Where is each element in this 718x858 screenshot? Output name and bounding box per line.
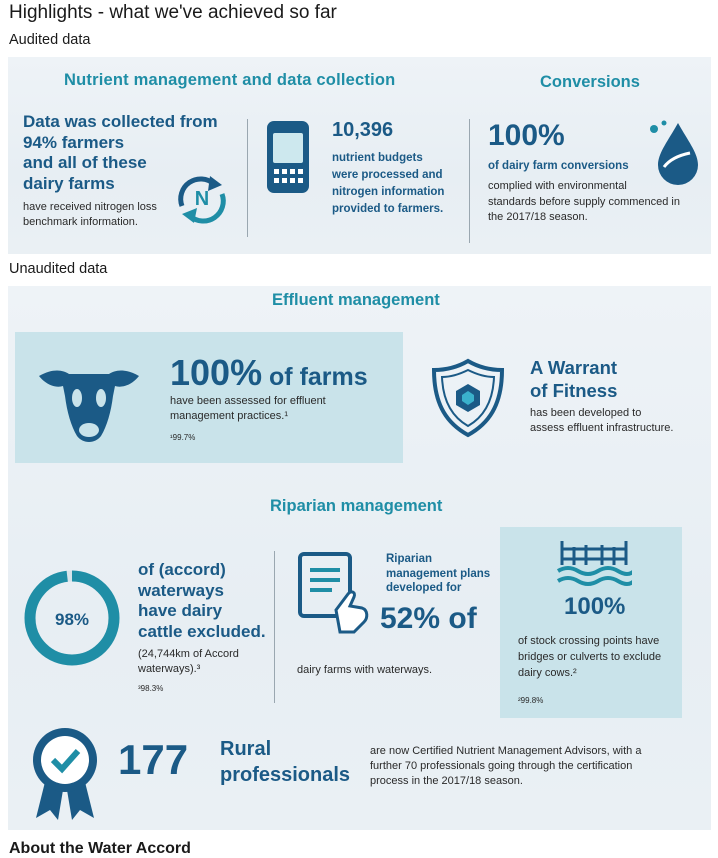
crossing-points-box <box>500 527 682 718</box>
conversions-heading: Conversions <box>540 73 640 91</box>
cattle-excluded-sub: (24,744km of Accord waterways).³ <box>138 648 239 675</box>
professionals-desc: are now Certified Nutrient Management Advisors, with a further 70 professionals going through the certification process in the 2017/18 season. <box>370 745 642 787</box>
shield-icon <box>430 358 506 438</box>
page-title: Highlights - what we've achieved so far <box>9 2 337 23</box>
riparian-heading: Riparian management <box>270 497 443 515</box>
nutrient-budgets-text: nutrient budgets were processed and nitrogen information provided to farmers. <box>332 152 445 215</box>
cattle-excluded-text: of (accord) waterways have dairy cattle excluded. <box>138 560 266 641</box>
warrant-desc: has been developed to assess effluent infrastructure. <box>530 407 674 434</box>
cattle-excluded-footnote: ³98.3% <box>138 684 164 693</box>
tablet-icon <box>264 119 312 197</box>
riparian-plans-number: 52% of <box>380 602 477 635</box>
nutrient-heading: Nutrient management and data collection <box>64 71 396 89</box>
nitrogen-benchmark-text: have received nitrogen loss benchmark information. <box>23 201 157 228</box>
water-drop-icon <box>644 119 700 185</box>
crossing-footnote: ²99.8% <box>518 696 544 705</box>
ring-value: 98% <box>54 610 90 629</box>
conversions-sub: of dairy farm conversions <box>488 160 629 172</box>
effluent-footnote: ¹99.7% <box>170 433 196 442</box>
nitrogen-cycle-icon <box>170 172 234 226</box>
unaudited-data-label: Unaudited data <box>9 261 108 277</box>
effluent-desc: have been assessed for effluent management practices.¹ <box>170 395 326 422</box>
divider-2 <box>469 119 470 243</box>
effluent-box <box>15 332 403 463</box>
effluent-stat: 100% of farms <box>170 352 368 393</box>
n-letter: N <box>194 188 210 210</box>
exclusion-ring-chart <box>22 568 122 668</box>
warrant-title: A Warrant of Fitness <box>530 357 618 401</box>
bridge-icon <box>556 537 632 591</box>
crossing-desc: of stock crossing points have bridges or culverts to exclude dairy cows.² <box>518 635 662 679</box>
data-collected-stat: Data was collected from 94% farmers and all of these dairy farms <box>23 112 218 193</box>
crossing-number: 100% <box>564 593 626 620</box>
professionals-label: Rural professionals <box>220 738 351 786</box>
nutrient-budgets-number: 10,396 <box>332 119 394 141</box>
audited-panel <box>8 57 711 254</box>
divider-1 <box>247 119 248 237</box>
riparian-plans-label: Riparian management plans developed for <box>386 553 491 594</box>
cow-icon <box>35 356 143 448</box>
plan-document-icon <box>296 550 372 636</box>
divider-3 <box>274 551 275 703</box>
riparian-plans-desc: dairy farms with waterways. <box>297 664 433 676</box>
unaudited-panel <box>8 286 711 830</box>
award-ribbon-icon <box>30 726 100 822</box>
conversions-number: 100% <box>488 119 565 152</box>
next-section-heading: About the Water Accord <box>9 840 191 857</box>
effluent-heading: Effluent management <box>272 291 440 309</box>
audited-data-label: Audited data <box>9 32 91 48</box>
professionals-number: 177 <box>118 736 189 783</box>
conversions-desc: complied with environmental standards before supply commenced in the 2017/18 season. <box>488 180 680 223</box>
